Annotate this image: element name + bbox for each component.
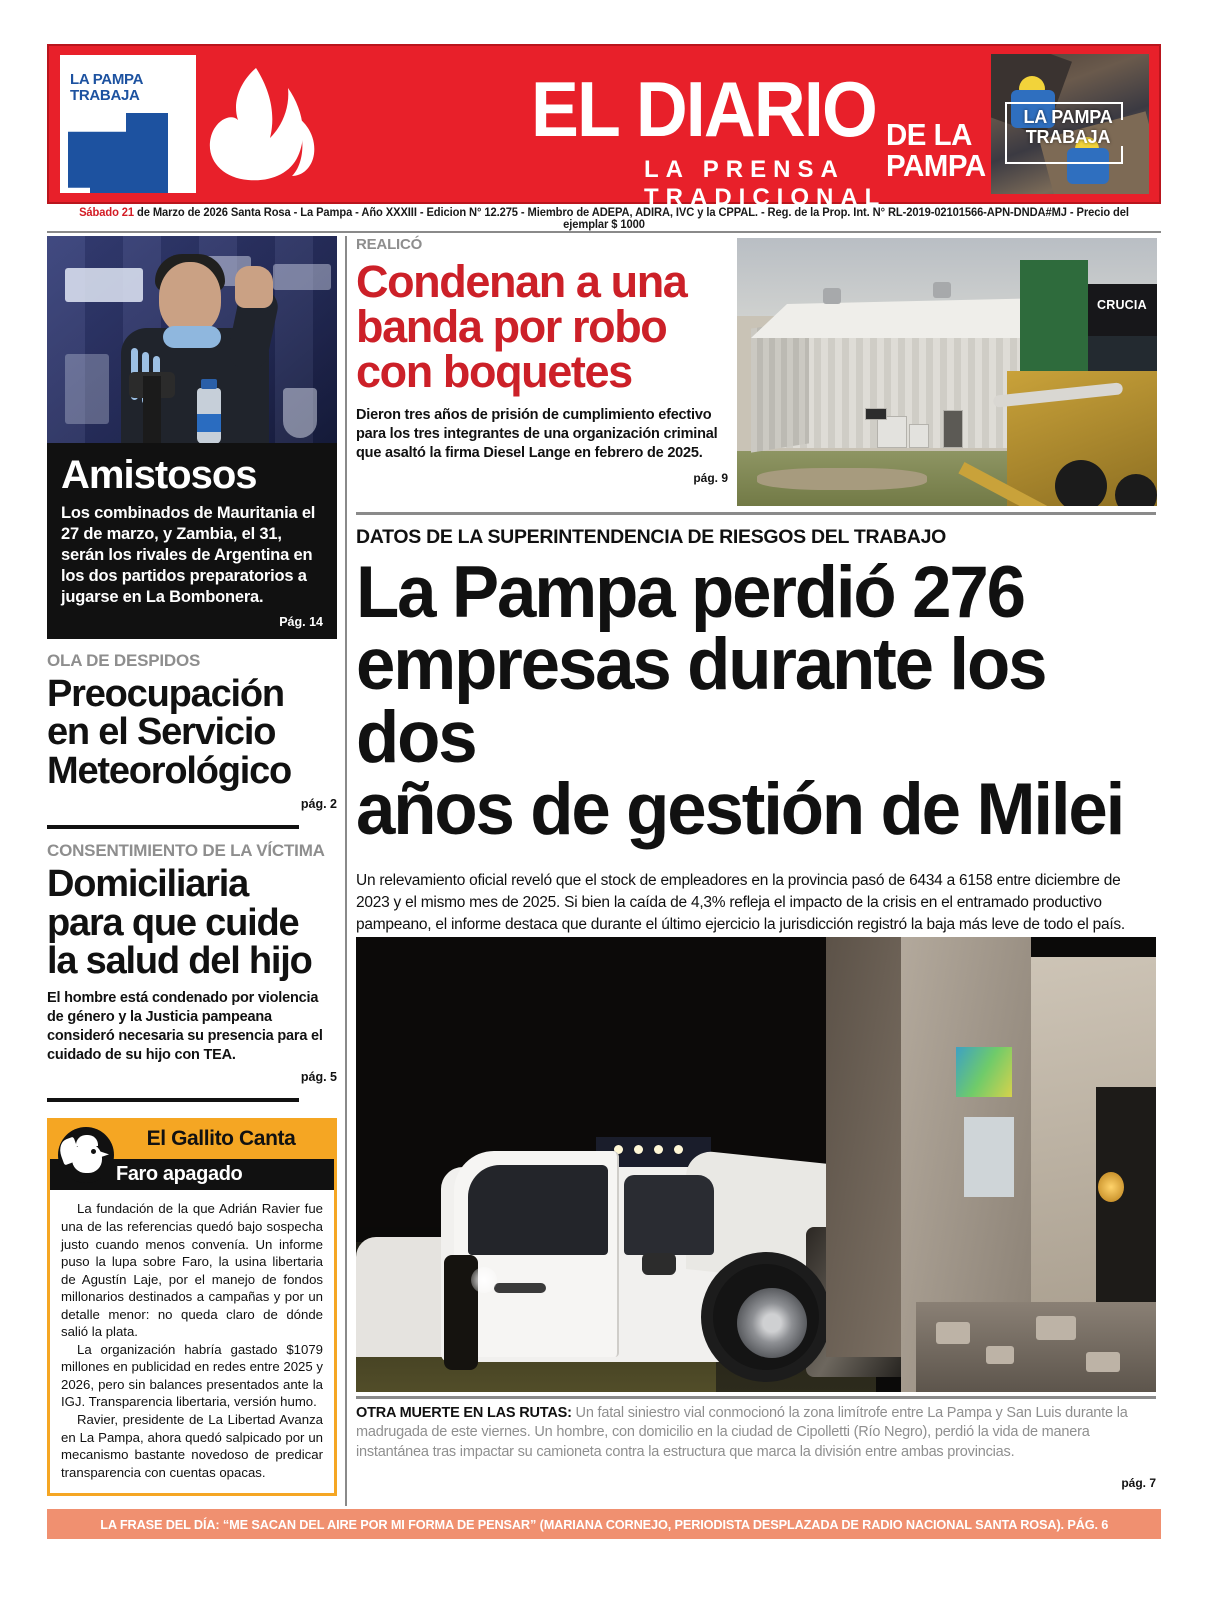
sports-summary: Los combinados de Mauritania el 27 de marzo, y Zambia, el 31, serán los rivales de Argentina en los dos partidos preparatorios a jugarse en La Bombonera. (61, 504, 316, 607)
flame-emblem-icon (196, 46, 371, 202)
story1-page-ref: pág. 2 (300, 796, 337, 811)
province-map-shape-icon (68, 113, 168, 193)
story1-rule-row (47, 823, 337, 835)
story1-headline-line-3: Meteorológico (47, 750, 292, 793)
quote-of-the-day-banner[interactable] (47, 1509, 1161, 1539)
gallito-paragraph-2: La organización habría gastado $1079 millones en publicidad en redes entre 2025 y 2026, pero sin balances presentados ante la IGJ. Transparencia libertaria, versión humo. (61, 1341, 323, 1410)
story2-page-ref: pág. 5 (300, 1070, 337, 1085)
gallito-paragraph-1: La fundación de la que Adrián Ravier fue una de las referencias quedó bajo sospecha justo cuando menos convenía. Un informe puso la lupa sobre Faro, la usina libertaria de Agustín Laje, por el manejo de fondos millonarios destinados a campañas y por un detalle menor: no queda claro de dónde salió la plata. (61, 1201, 323, 1340)
story2-headline-line-3: la salud del hijo (47, 940, 312, 983)
crash-caption (356, 1404, 1156, 1462)
main-story-headline (356, 552, 1132, 850)
realico-page-ref: pág. 9 (693, 470, 728, 485)
gallito-paragraph-3: Ravier, presidente de La Libertad Avanza en La Pampa, ahora quedó salpicado por un mecanismo bastante novedoso de predicar transparencia con cuentas opacas. (61, 1411, 323, 1480)
promo-line-1: LA PAMPA (1023, 107, 1113, 127)
gallito-body (50, 1190, 334, 1493)
realico-story[interactable] (356, 236, 728, 485)
diesel-lange-warehouse-photo (737, 238, 1157, 506)
main-story-kicker: DATOS DE LA SUPERINTENDENCIA DE RIESGOS DEL TRABAJO (356, 526, 946, 548)
vehicle-wheel (701, 1252, 831, 1382)
main-headline-line-1: La Pampa perdió 276 (356, 552, 1024, 633)
story2-kicker: CONSENTIMIENTO DE LA VÍCTIMA (47, 840, 325, 860)
masthead-subtitle: DE LA PAMPA (886, 117, 986, 183)
logo-text (70, 72, 143, 104)
realico-headline-line-1: Condenan a una (356, 256, 687, 307)
divider-above-main-story (356, 512, 1156, 515)
main-story-summary: Un relevamiento oficial reveló que el stock de empleadores en la provincia pasó de 6434 a 6158 entre diciembre de 2023 y el mismo mes de 2025. Si bien la caída de 4,3% refleja el impacto de la crisis en el entramado productivo pampeano, el informe destaca que durante el último ejercicio la jurisdicción registró la baja más leve de todo el país. (356, 872, 1125, 934)
crucia-sign-text: CRUCIA (1097, 298, 1147, 312)
crash-caption-page-ref: pág. 7 (1121, 1476, 1156, 1490)
scaloni-press-conference-photo (47, 236, 337, 443)
realico-headline (356, 256, 728, 397)
main-story[interactable] (356, 520, 1156, 956)
realico-summary: Dieron tres años de prisión de cumplimiento efectivo para los tres integrantes de una organización criminal que asaltó la firma Diesel Lange en febrero de 2025. (356, 407, 718, 461)
main-headline-line-3: años de gestión de Milei (356, 768, 1124, 850)
story2-rule (47, 1098, 299, 1102)
realico-kicker: REALICÓ (356, 236, 423, 253)
story1-headline-line-2: en el Servicio (47, 711, 276, 754)
gallito-title: El Gallito Canta (146, 1127, 296, 1151)
story2-rule-row (47, 1096, 337, 1106)
realico-headline-line-3: con boquetes (356, 346, 632, 397)
divider-under-dateline (47, 231, 1161, 233)
masthead-promo-image (991, 54, 1149, 194)
masthead-title: EL DIARIO (531, 65, 876, 153)
story1-rule (47, 825, 299, 829)
promo-text (1009, 107, 1127, 147)
left-column (47, 236, 337, 1496)
sports-page-ref: Pág. 14 (279, 614, 323, 629)
story1-kicker: OLA DE DESPIDOS (47, 650, 201, 670)
crash-caption-body: Un fatal siniestro vial conmocionó la zona limítrofe entre La Pampa y San Luis durante la madrugada de este viernes. Un hombre, con domicilio en la ciudad de Cipolletti (Río Negro), perdió la vida de manera instantánea tras impactar su camioneta contra la estructura que marca la división entre ambas provincias. (356, 1405, 1128, 1460)
story2-headline-line-2: para que cuide (47, 901, 299, 944)
divider-left-column (345, 236, 347, 1506)
caption-divider (356, 1396, 1156, 1399)
story2-headline[interactable] (47, 862, 337, 983)
logo-line-1: LA PAMPA (70, 71, 144, 88)
la-pampa-trabaja-logo (60, 55, 196, 193)
crash-caption-lead: OTRA MUERTE EN LAS RUTAS: (356, 1405, 572, 1421)
story2-summary: El hombre está condenado por violencia de género y la Justicia pampeana consideró necesaria su presencia para el cuidado de su hijo con TEA. (47, 990, 323, 1063)
masthead-tagline: LA PRENSA TRADICIONAL (644, 156, 887, 211)
realico-headline-line-2: banda por robo (356, 301, 667, 352)
dateline (64, 207, 1145, 231)
promo-line-2: TRABAJA (1025, 127, 1111, 148)
story1-headline-line-1: Preocupación (47, 672, 284, 715)
story2-page-ref-row (47, 1070, 337, 1090)
sports-story-card[interactable] (47, 236, 337, 639)
main-headline-line-2: empresas durante los dos (356, 624, 1046, 778)
dateline-rest: de Marzo de 2026 Santa Rosa - La Pampa - Año XXXIII - Edicion N° 12.275 - Miembro de ADEPA, ADIRA, IVC y la CPPAL. - Reg. de la Prop. Int. N° RL-2019-02101566-APN-DNDA#MJ - Precio del ejemplar $ 1000 (134, 207, 1129, 231)
story2-headline-line-1: Domiciliaria (47, 862, 249, 905)
gallito-header (50, 1121, 334, 1159)
masthead (47, 44, 1161, 211)
quote-of-the-day-text: LA FRASE DEL DÍA: “ME SACAN DEL AIRE POR MI FORMA DE PENSAR” (MARIANA CORNEJO, PERIODISTA DESPLAZADA DE RADIO NACIONAL SANTA ROSA). PÁG. 6 (100, 1516, 1108, 1532)
masthead-title-block (371, 46, 991, 211)
story1-headline[interactable] (47, 672, 337, 793)
gallito-column-card[interactable] (47, 1118, 337, 1496)
gallito-subtitle: Faro apagado (116, 1163, 243, 1186)
logo-line-2: TRABAJA (70, 87, 140, 105)
dateline-day: Sábado 21 (79, 207, 135, 219)
sports-headline: Amistosos (61, 453, 257, 497)
crash-scene-photo (356, 937, 1156, 1392)
story1-page-ref-row (47, 797, 337, 817)
